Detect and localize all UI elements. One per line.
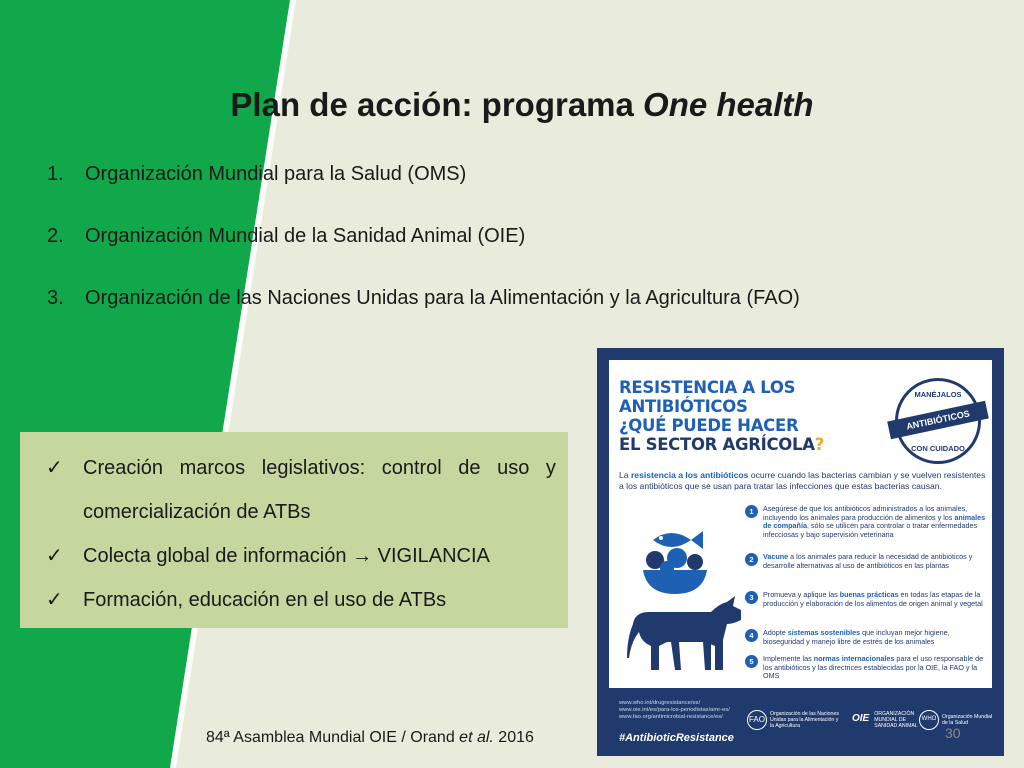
who-logo: WHO Organización Mundial de la Salud — [919, 707, 994, 733]
actions-box — [20, 432, 568, 628]
poster-hashtag: #AntibioticResistance — [619, 731, 734, 744]
check-icon: ✓ — [46, 545, 63, 567]
action-item: ✓ Creación marcos legislativos: control de uso y comercialización de ATBs — [46, 446, 556, 534]
slide-title: Plan de acción: programa One health — [230, 86, 814, 123]
poster-footer — [619, 700, 734, 744]
organization-item: 3. Organización de las Naciones Unidas para la Alimentación y la Agricultura (FAO) — [47, 287, 800, 309]
poster-step: 5 Implemente las normas internacionales para el uso responsable de los antibióticos y las directrices establecidas por la OIE, la FAO y la OMS — [745, 655, 989, 681]
poster-step: 4 Adopte sistemas sostenibles que incluyan mejor higiene, bioseguridad y manejo libre de estrés de los animales — [745, 629, 989, 651]
farm-illustration-icon — [619, 520, 749, 685]
citation: 84ª Asamblea Mundial OIE / Orand et al. 2016 — [206, 729, 534, 746]
check-icon: ✓ — [46, 457, 63, 479]
oie-logo-icon: OIE — [852, 713, 870, 724]
organization-item: 2. Organización Mundial de la Sanidad Animal (OIE) — [47, 225, 526, 247]
poster-link[interactable]: www.fao.org/antimicrobial-resistance/es/ — [619, 714, 723, 721]
slide-number: 30 — [945, 725, 961, 741]
fao-logo-icon: FAO — [747, 710, 767, 730]
poster-link[interactable]: www.who.int/drugresistance/es/ — [619, 700, 701, 706]
organization-item: 1. Organización Mundial para la Salud (OMS) — [47, 163, 467, 185]
check-icon: ✓ — [46, 589, 63, 611]
careful-badge: MANÉJALOS ANTIBIÓTICOS CON CUIDADO — [895, 378, 981, 464]
action-item: ✓ Colecta global de información → VIGILANCIA — [46, 534, 556, 578]
poster-title: RESISTENCIA A LOS ANTIBIÓTICOS ¿QUÉ PUEDE HACER EL SECTOR AGRÍCOLA? — [619, 378, 824, 454]
oie-logo: OIE ORGANIZACIÓN MUNDIAL DE SANIDAD ANIMAL — [852, 710, 918, 730]
poster-intro: La resistencia a los antibióticos ocurre cuando las bacterias cambian y se vuelven resistentes a los antibióticos que se usan para tratar las infecciones que estas bacterias causan. — [619, 470, 986, 491]
poster-step: 2 Vacune a los animales para reducir la necesidad de antibióticos y desarrolle alternativas al uso de antibióticos en las plantas — [745, 553, 989, 587]
poster-step: 3 Promueva y aplique las buenas prácticas en todas las etapas de la producción y elaboración de los alimentos de origen animal y vegetal — [745, 591, 989, 625]
who-logo-icon: WHO — [919, 710, 939, 730]
fao-logo: FAO Organización de las Naciones Unidas para la Alimentación y la Agricultura — [748, 710, 839, 730]
poster-link[interactable]: www.oie.int/es/para-los-periodistas/amr-es/ — [619, 707, 730, 714]
poster-steps — [745, 505, 989, 685]
arrow-right-icon: → — [352, 545, 373, 567]
antibiotic-poster — [597, 348, 1004, 756]
organization-list — [47, 163, 800, 349]
poster-content — [609, 360, 992, 688]
poster-step: 1 Asegúrese de que los antibióticos administrados a los animales, incluyendo los animales para producción de alimentos y los animales de compañía, sólo se utilicen para controlar o tratar enfermedades infecciosas y bajo supervisión veterinaria — [745, 505, 989, 549]
action-item: ✓ Formación, educación en el uso de ATBs — [46, 578, 556, 622]
